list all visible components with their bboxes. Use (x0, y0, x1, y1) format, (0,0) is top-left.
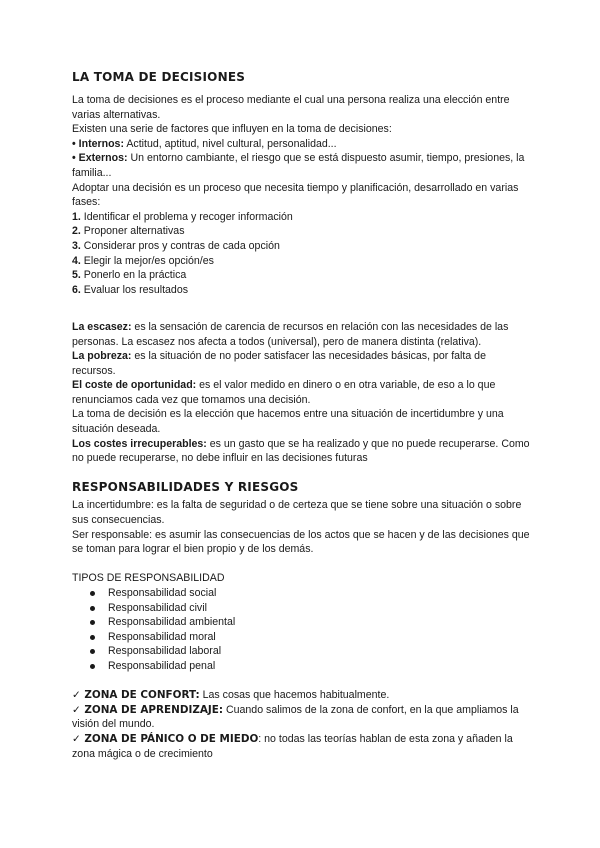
step-number: 3. (72, 239, 81, 252)
list-item-text: Responsabilidad laboral (108, 645, 222, 658)
step-number: 2. (72, 225, 81, 238)
factor-internos (72, 137, 532, 152)
list-item (90, 586, 532, 601)
list-item (90, 659, 532, 674)
list-item-text: Responsabilidad penal (108, 659, 216, 672)
definition-costes-irrecuperables (72, 437, 532, 466)
externos-text: Un entorno cambiante, el riesgo que se está dispuesto asumir, tiempo, presiones, la familia... (72, 152, 525, 179)
step-number: 5. (72, 269, 81, 282)
definition-escasez (72, 320, 532, 349)
step-text: Identificar el problema y recoger información (80, 210, 293, 223)
bullet-icon (90, 635, 95, 640)
zona-aprendizaje (72, 703, 532, 732)
section-title-responsabilidades: RESPONSABILIDADES Y RIESGOS (72, 480, 299, 495)
zona-confort (72, 688, 532, 703)
step-number: 1. (72, 210, 81, 223)
step-item (72, 239, 532, 254)
coste-text: es el valor medido en dinero o en otra variable, de eso a lo que renunciamos cada vez que tomamos una decisión. (72, 379, 496, 406)
step-item (72, 210, 532, 225)
pobreza-label: La pobreza: (72, 350, 132, 363)
irrecuperables-label: Los costes irrecuperables: (72, 437, 207, 450)
list-item (90, 630, 532, 645)
responsable-paragraph: Ser responsable: es asumir las consecuencias de los actos que se hacen y de las decisiones que se toman para lograr el bien propio y de los demás. (72, 528, 530, 556)
step-text: Ponerlo en la práctica (80, 269, 187, 282)
step-text: Evaluar los resultados (80, 283, 189, 296)
bullet-icon (90, 620, 95, 625)
zona-confort-text: Las cosas que hacemos habitualmente. (199, 689, 390, 702)
section-title-toma-decisiones: LA TOMA DE DECISIONES (72, 70, 246, 84)
factor-externos (72, 151, 532, 180)
zona-confort-label: ✓ ZONA DE CONFORT: (72, 689, 200, 702)
escasez-label: La escasez: (72, 320, 132, 333)
bullet-icon (90, 606, 95, 611)
zona-panico-label: ✓ ZONA DE PÁNICO O DE MIEDO (72, 732, 259, 745)
zona-aprendizaje-text: Cuando salimos de la zona de confort, en la que ampliamos la visión del mundo. (72, 703, 519, 731)
zona-aprendizaje-label: ✓ ZONA DE APRENDIZAJE: (72, 703, 224, 716)
tipos-list (72, 586, 532, 674)
pobreza-text: es la situación de no poder satisfacer las necesidades básicas, por falta de recursos. (72, 350, 486, 377)
zona-panico-text: : no todas las teorías hablan de esta zona y añaden la zona mágica o de crecimiento (72, 732, 513, 760)
bullet-icon (90, 664, 95, 669)
zona-panico (72, 732, 532, 761)
list-item-text: Responsabilidad social (108, 587, 217, 599)
bullet-icon (90, 649, 95, 654)
factors-intro: Existen una serie de factores que influyen en la toma de decisiones: (72, 123, 392, 136)
incertidumbre-paragraph: La incertidumbre: es la falta de seguridad o de certeza que se tiene sobre una situación o sobre sus consecuencias. (72, 499, 522, 527)
externos-label: • Externos: (72, 152, 128, 165)
tipos-title: TIPOS DE RESPONSABILIDAD (72, 572, 225, 585)
intro-paragraph: La toma de decisiones es el proceso mediante el cual una persona realiza una elección entre varias alternativas. (72, 94, 510, 121)
bullet-icon (90, 591, 95, 596)
list-item-text: Responsabilidad civil (108, 601, 207, 614)
step-text: Elegir la mejor/es opción/es (80, 254, 214, 267)
step-item (72, 254, 532, 269)
list-item (90, 644, 532, 659)
irrecuperables-text: es un gasto que se ha realizado y que no puede recuperarse. Como no puede recuperarse, no debe influir en las decisiones futuras (72, 437, 530, 465)
phases-intro: Adoptar una decisión es un proceso que necesita tiempo y planificación, desarrollado en varias fases: (72, 181, 519, 209)
document-page (72, 70, 532, 761)
definition-pobreza (72, 349, 532, 378)
list-item (90, 601, 532, 616)
list-item (90, 615, 532, 630)
step-text: Proponer alternativas (80, 225, 185, 238)
step-item (72, 224, 532, 239)
internos-text: Actitud, aptitud, nivel cultural, personalidad... (123, 137, 337, 150)
step-number: 6. (72, 283, 81, 296)
definition-coste-oportunidad (72, 378, 532, 407)
step-text: Considerar pros y contras de cada opción (80, 239, 280, 252)
coste-label: El coste de oportunidad: (72, 379, 197, 392)
step-item (72, 268, 532, 283)
step-item (72, 283, 532, 298)
definition-toma-decision: La toma de decisión es la elección que hacemos entre una situación de incertidumbre y una situación deseada. (72, 408, 504, 436)
internos-label: • Internos: (72, 137, 124, 150)
escasez-text: es la sensación de carencia de recursos en relación con las necesidades de las personas. La escasez nos afecta a todos (universal), pero de manera distinta (relativa). (72, 320, 509, 348)
list-item-text: Responsabilidad moral (108, 630, 216, 643)
list-item-text: Responsabilidad ambiental (108, 616, 236, 629)
step-number: 4. (72, 254, 81, 267)
